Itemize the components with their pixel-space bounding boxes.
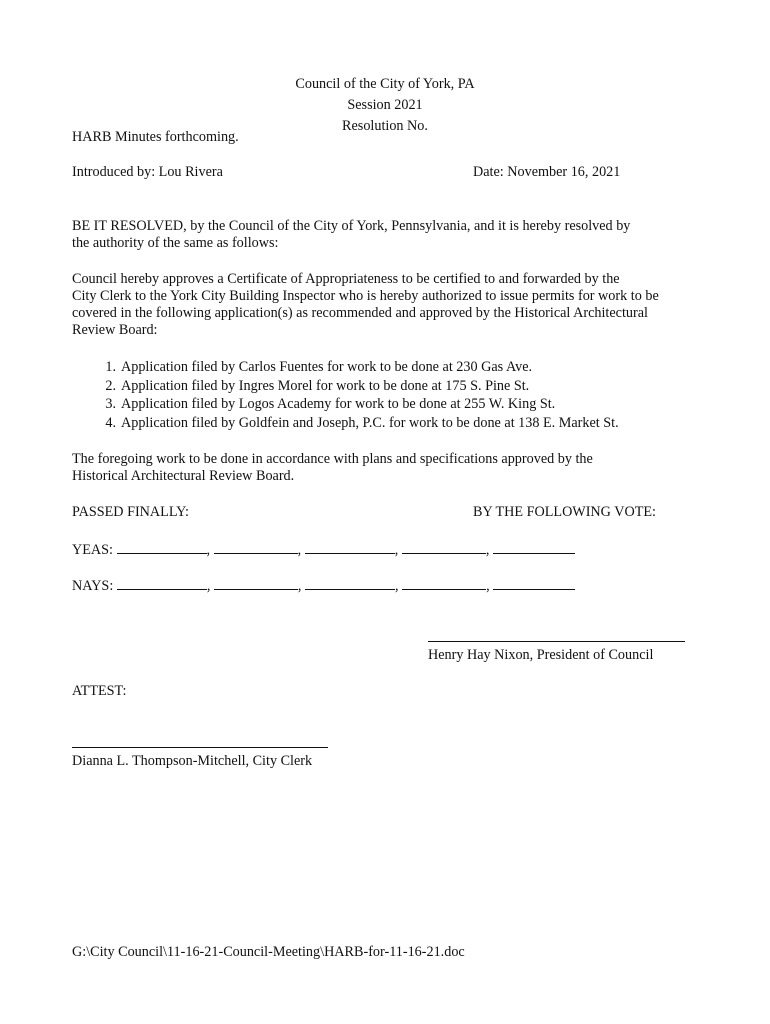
approval-line: Council hereby approves a Certificate of Appropriateness to be certified to and forwarded by the: [72, 271, 620, 287]
yeas-blank: [493, 540, 575, 554]
clerk-signature-line: [72, 747, 328, 748]
nays-blank: [493, 576, 575, 590]
president-name: Henry Hay Nixon, President of Council: [428, 647, 654, 663]
resolved-line: the authority of the same as follows:: [72, 235, 279, 251]
list-item: [72, 358, 619, 377]
nays-blank: [117, 576, 207, 590]
separator: ,: [206, 542, 211, 558]
yeas-blank: [214, 540, 298, 554]
nays-blank: [402, 576, 486, 590]
list-item-text: Application filed by Carlos Fuentes for work to be done at 230 Gas Ave.: [121, 359, 533, 375]
foregoing-line: Historical Architectural Review Board.: [72, 468, 295, 484]
attest-label: ATTEST:: [72, 683, 127, 699]
introduced-by: Introduced by: Lou Rivera: [72, 164, 223, 180]
approval-line: Review Board:: [72, 322, 158, 338]
separator: ,: [297, 542, 302, 558]
clerk-name: Dianna L. Thompson-Mitchell, City Clerk: [72, 753, 313, 769]
list-item-text: Application filed by Logos Academy for work to be done at 255 W. King St.: [121, 396, 556, 412]
yeas-blank: [117, 540, 207, 554]
list-item-number: 1.: [105, 359, 116, 375]
council-title: Council of the City of York, PA: [295, 76, 475, 92]
file-path-footer: G:\City Council\11-16-21-Council-Meeting\HARB-for-11-16-21.doc: [72, 944, 465, 960]
session-label: Session 2021: [347, 97, 423, 113]
yeas-row: [72, 540, 575, 559]
foregoing-paragraph: [72, 451, 702, 485]
vote-label: BY THE FOLLOWING VOTE:: [473, 504, 656, 520]
approval-line: covered in the following application(s) as recommended and approved by the Historical Architectural: [72, 305, 648, 321]
harb-note: HARB Minutes forthcoming.: [72, 129, 239, 145]
separator: ,: [206, 578, 211, 594]
list-item: [72, 377, 619, 396]
foregoing-line: The foregoing work to be done in accordance with plans and specifications approved by the: [72, 451, 593, 467]
nays-row: [72, 576, 575, 595]
list-item-number: 4.: [105, 414, 116, 431]
nays-blank: [305, 576, 395, 590]
list-item: [72, 395, 619, 414]
separator: ,: [485, 542, 490, 558]
president-signature-line: [428, 641, 685, 642]
yeas-blank: [305, 540, 395, 554]
approval-paragraph: [72, 271, 702, 339]
list-item-number: 3.: [105, 396, 116, 412]
list-item-text: Application filed by Ingres Morel for work to be done at 175 S. Pine St.: [121, 377, 530, 394]
yeas-label: YEAS:: [72, 542, 113, 558]
nays-blank: [214, 576, 298, 590]
separator: ,: [394, 542, 399, 558]
nays-label: NAYS:: [72, 578, 114, 594]
approval-line: City Clerk to the York City Building Inspector who is hereby authorized to issue permits for work to be: [72, 288, 659, 304]
separator: ,: [297, 578, 302, 594]
resolution-date: Date: November 16, 2021: [473, 164, 621, 180]
separator: ,: [486, 578, 490, 594]
resolved-paragraph: [72, 218, 702, 252]
separator: ,: [395, 578, 399, 594]
resolution-number-label: Resolution No.: [342, 118, 428, 134]
applications-list: [72, 358, 619, 432]
yeas-blank: [402, 540, 486, 554]
resolved-line: BE IT RESOLVED, by the Council of the City of York, Pennsylvania, and it is hereby resolved by: [72, 218, 631, 234]
resolution-header: [0, 74, 770, 137]
list-item-text: Application filed by Goldfein and Joseph, P.C. for work to be done at 138 E. Market St.: [121, 414, 619, 431]
passed-finally-label: PASSED FINALLY:: [72, 504, 189, 520]
list-item-number: 2.: [105, 377, 116, 394]
list-item: [72, 414, 619, 433]
